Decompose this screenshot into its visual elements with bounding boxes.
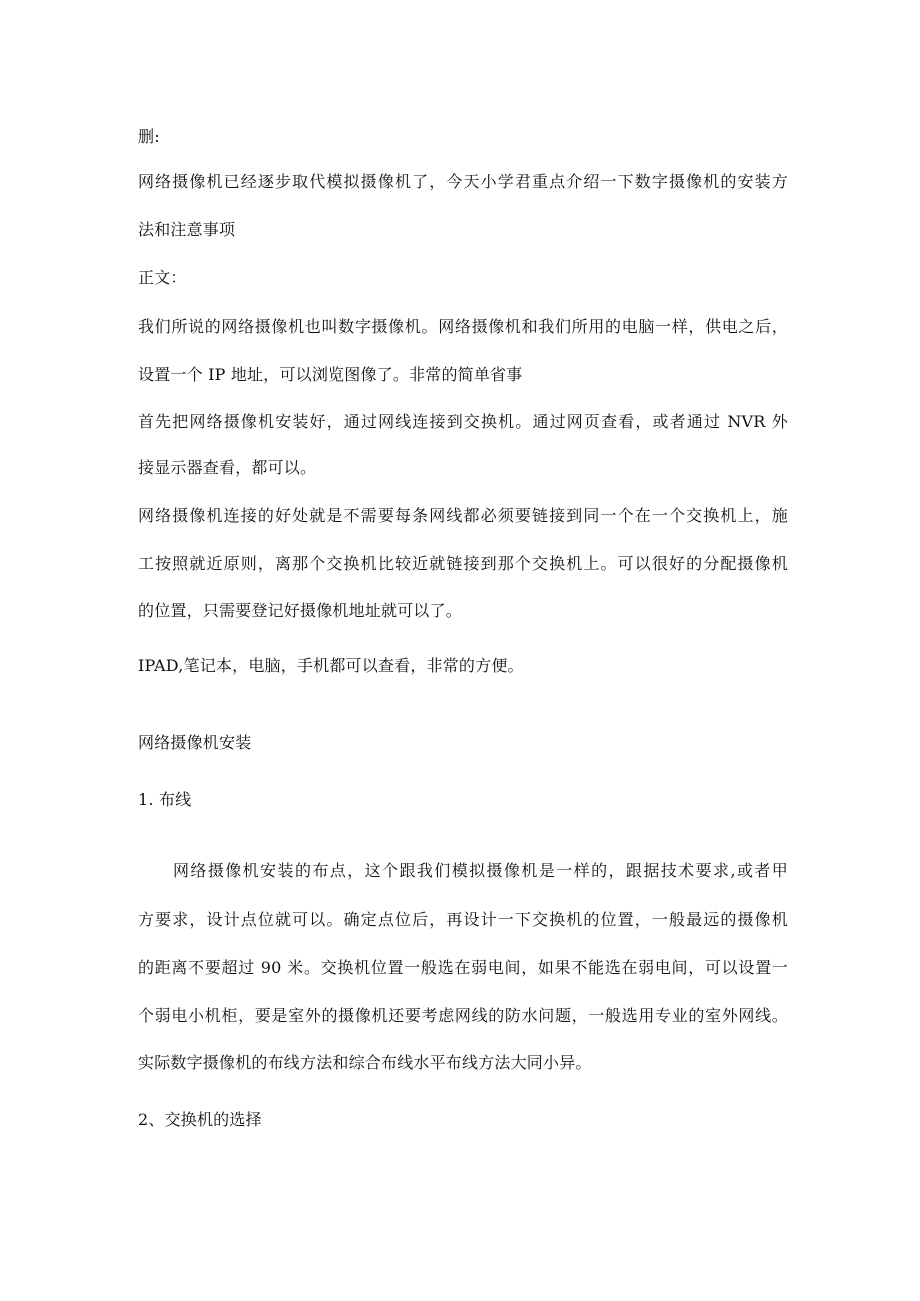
paragraph-4-line-4: 个弱电小机柜，要是室外的摄像机还要考虑网线的防水问题，一般选用专业的室外网线。 xyxy=(138,1006,788,1025)
paragraph-1-line-1: 我们所说的网络摄像机也叫数字摄像机。网络摄像机和我们所用的电脑一样，供电之后， xyxy=(138,317,788,336)
paragraph-2-line-1: 首先把网络摄像机安装好，通过网线连接到交换机。通过网页查看，或者通过 NVR 外 xyxy=(138,412,788,431)
subsection-switch-selection: 2、交换机的选择 xyxy=(138,1110,262,1129)
paragraph-4-line-3: 的距离不要超过 90 米。交换机位置一般选在弱电间，如果不能选在弱电间，可以设置一 xyxy=(138,958,788,977)
paragraph-2-line-2: 接显示器查看，都可以。 xyxy=(138,458,317,477)
paragraph-1-line-2: 设置一个 IP 地址，可以浏览图像了。非常的简单省事 xyxy=(138,365,523,384)
intro-line-2: 法和注意事项 xyxy=(138,220,236,239)
body-heading: 正文： xyxy=(138,268,187,287)
paragraph-4-line-2: 方要求，设计点位就可以。确定点位后，再设计一下交换机的位置，一般最远的摄像机 xyxy=(138,910,788,929)
section-title: 网络摄像机安装 xyxy=(138,733,252,752)
paragraph-3-line-1: 网络摄像机连接的好处就是不需要每条网线都必须要链接到同一个在一个交换机上，施 xyxy=(138,506,788,525)
prefix-label: 删: xyxy=(138,127,160,146)
paragraph-4-line-1: 网络摄像机安装的布点，这个跟我们模拟摄像机是一样的，跟据技术要求,或者甲 xyxy=(173,861,788,880)
paragraph-3-line-2: 工按照就近原则，离那个交换机比较近就链接到那个交换机上。可以很好的分配摄像机 xyxy=(138,554,788,573)
paragraph-4-line-5: 实际数字摄像机的布线方法和综合布线水平布线方法大同小异。 xyxy=(138,1053,592,1072)
paragraph-3-line-3: 的位置，只需要登记好摄像机地址就可以了。 xyxy=(138,601,463,620)
subsection-wiring: 1. 布线 xyxy=(138,790,192,809)
device-list-line: IPAD,笔记本，电脑，手机都可以查看，非常的方便。 xyxy=(138,656,524,675)
intro-line-1: 网络摄像机已经逐步取代模拟摄像机了，今天小学君重点介绍一下数字摄像机的安装方 xyxy=(138,172,788,191)
